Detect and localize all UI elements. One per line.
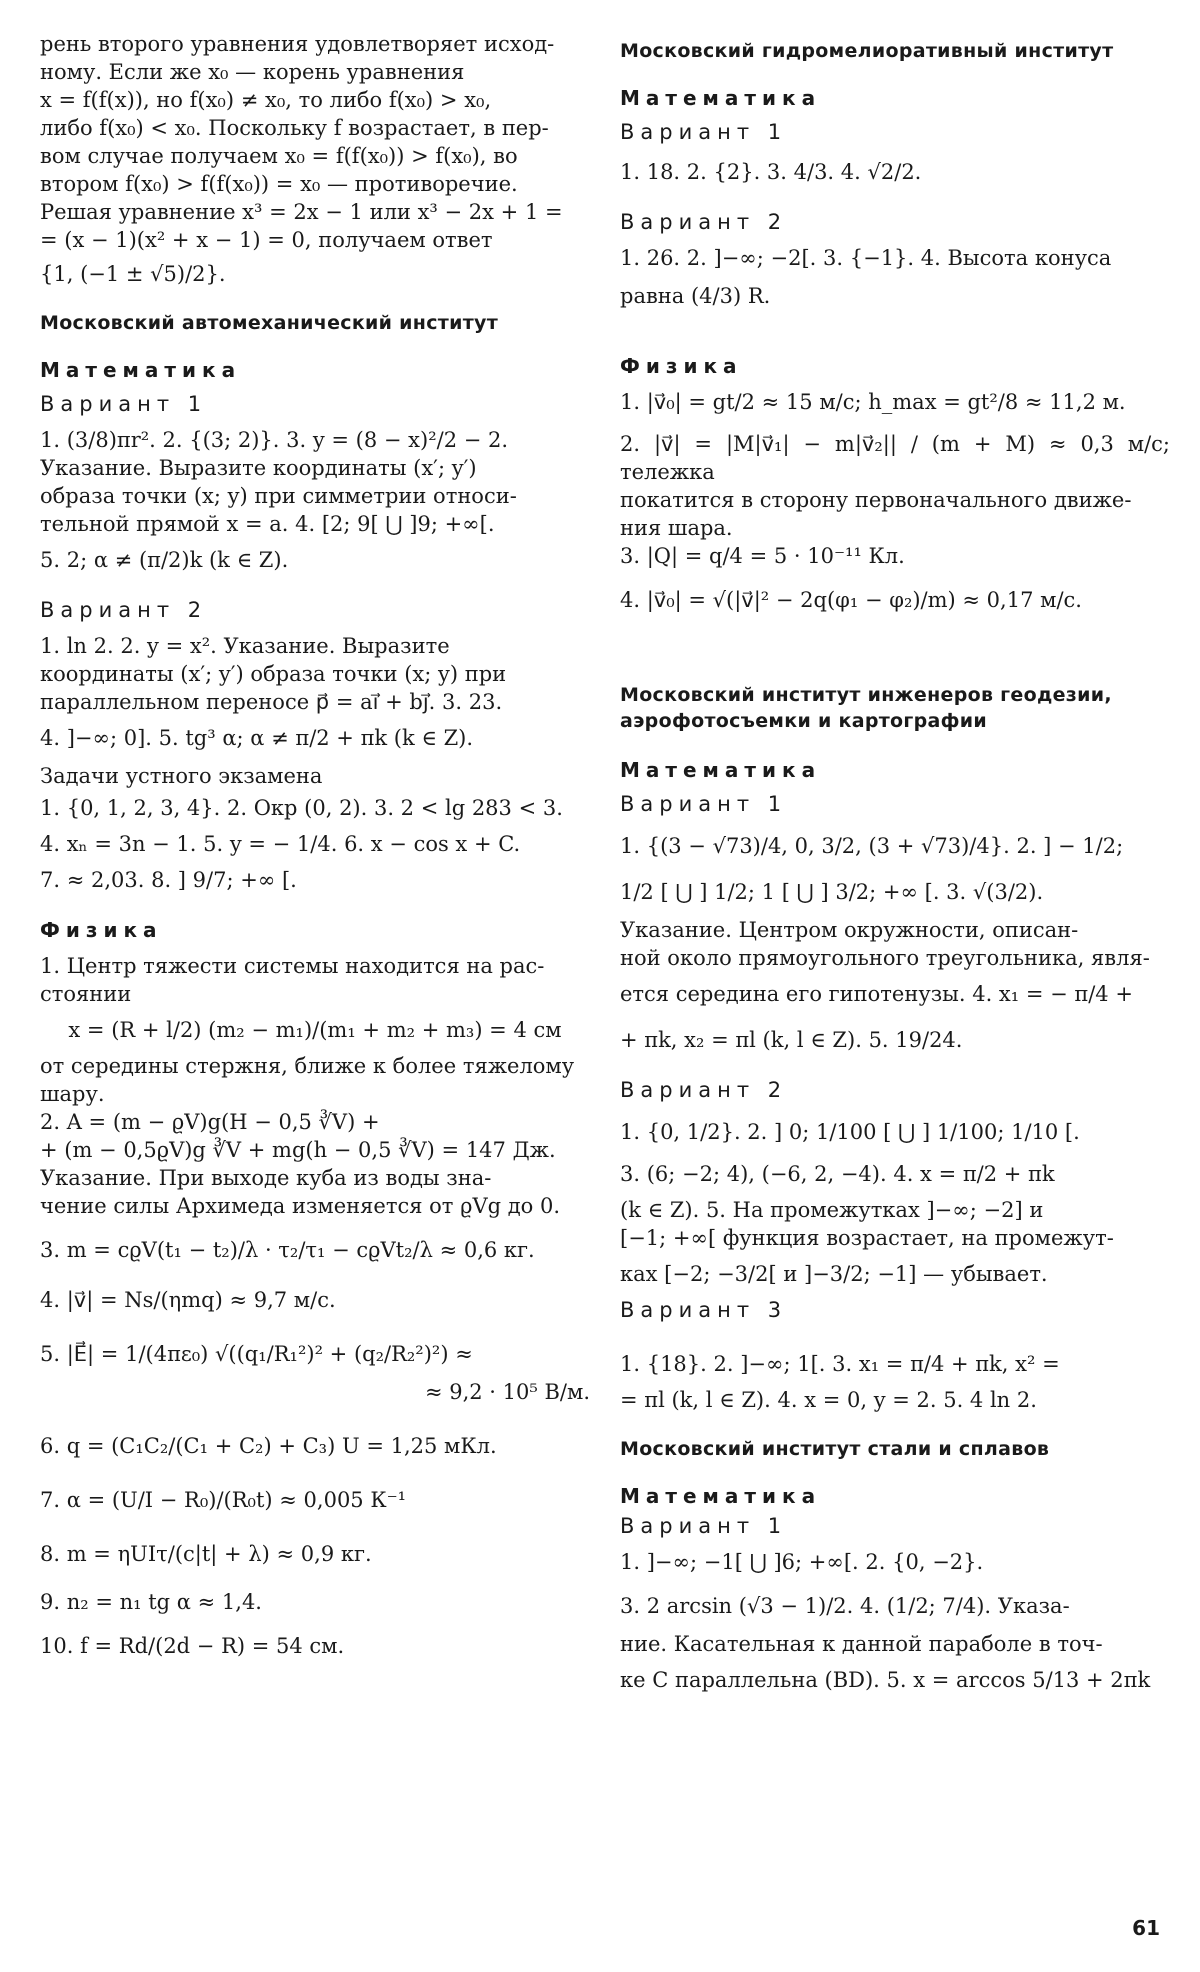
answer-line: 3. 2 arcsin (√3 − 1)/2. 4. (1/2; 7/4). Указа- (620, 1594, 1070, 1618)
answer-line: шару. (40, 1082, 105, 1106)
answer-line: покатится в сторону первоначального движе- (620, 488, 1132, 512)
variant-heading: Вариант 3 (620, 1298, 788, 1322)
answer-line: + (m − 0,5ϱV)g ∛V + mg(h − 0,5 ∛V) = 147 Дж. (40, 1138, 556, 1162)
subject-heading: Математика (40, 358, 242, 382)
answer-line: 4. |v⃗| = Ns/(ηmq) ≈ 9,7 м/с. (40, 1288, 336, 1312)
answer-line: = πl (k, l ∈ Z). 4. x = 0, y = 2. 5. 4 ln 2. (620, 1388, 1037, 1412)
variant-heading: Вариант 2 (40, 598, 208, 622)
answer-line: 1. {18}. 2. ]−∞; 1[. 3. x₁ = π/4 + πk, x² = (620, 1352, 1060, 1376)
answer-line: 5. 2; α ≠ (π/2)k (k ∈ Z). (40, 548, 289, 572)
answer-line: параллельном переносе p⃗ = ai⃗ + bj⃗. 3. 23. (40, 690, 503, 714)
subject-heading: Математика (620, 1484, 822, 1508)
variant-heading: Вариант 1 (620, 120, 788, 144)
answer-line: 5. |E⃗| = 1/(4πε₀) √((q₁/R₁²)² + (q₂/R₂²)²) ≈ (40, 1342, 473, 1366)
answer-line: 1. {0, 1/2}. 2. ] 0; 1/100 [ ⋃ ] 1/100; 1/10 [. (620, 1120, 1080, 1144)
right-column (620, 30, 1177, 1694)
answer-line: 8. m = ηUIτ/(c|t| + λ) ≈ 0,9 кг. (40, 1542, 372, 1566)
intro-line: = (x − 1)(x² + x − 1) = 0, получаем ответ (40, 228, 493, 252)
answer-line: 6. q = (C₁C₂/(C₁ + C₂) + C₃) U = 1,25 мКл. (40, 1434, 497, 1458)
answer-line: 10. f = Rd/(2d − R) = 54 см. (40, 1634, 345, 1658)
answer-line: 2. |v⃗| = |M|v⃗₁| − m|v⃗₂|| / (m + M) ≈ 0,3 м/с; тележка (620, 432, 1177, 484)
answer-line: 7. α = (U/I − R₀)/(R₀t) ≈ 0,005 К⁻¹ (40, 1488, 407, 1512)
institute-heading: Московский автомеханический институт (40, 312, 499, 334)
answer-line: Указание. При выходе куба из воды зна- (40, 1166, 492, 1190)
institute-heading: Московский институт инженеров геодезии, аэрофотосъемки и картографии (620, 684, 1112, 732)
answer-line: 1. {0, 1, 2, 3, 4}. 2. Окр (0, 2). 3. 2 < lg 283 < 3. (40, 796, 563, 820)
answer-line: 2. A = (m − ϱV)g(H − 0,5 ∛V) + (40, 1110, 380, 1134)
intro-line: {1, (−1 ± √5)/2}. (40, 262, 226, 286)
answer-line: 1. (3/8)πr². 2. {(3; 2)}. 3. y = (8 − x)²/2 − 2. (40, 428, 509, 452)
answer-line: Указание. Центром окружности, описан- (620, 918, 1079, 942)
answer-line: Указание. Выразите координаты (x′; y′) (40, 456, 477, 480)
answer-line: 1. |v⃗₀| = gt/2 ≈ 15 м/с; h_max = gt²/8 ≈ 11,2 м. (620, 390, 1126, 414)
answer-line: ках [−2; −3/2[ и ]−3/2; −1] — убывает. (620, 1262, 1048, 1286)
variant-heading: Вариант 2 (620, 1078, 788, 1102)
answer-line: ке C параллельна (BD). 5. x = arccos 5/13 + 2πk (620, 1668, 1151, 1692)
answer-line: 1. {(3 − √73)/4, 0, 3/2, (3 + √73)/4}. 2. ] − 1/2; (620, 834, 1124, 858)
left-column (40, 30, 590, 1660)
answer-line: стоянии (40, 982, 132, 1006)
answer-line: 3. |Q| = q/4 = 5 · 10⁻¹¹ Кл. (620, 544, 905, 568)
answer-line: 3. (6; −2; 4), (−6, 2, −4). 4. x = π/2 + πk (620, 1162, 1055, 1186)
intro-line: ному. Если же x₀ — корень уравнения (40, 60, 465, 84)
variant-heading: Вариант 1 (40, 392, 208, 416)
answer-line: ≈ 9,2 · 10⁵ В/м. (424, 1380, 590, 1404)
answer-line: 1. 26. 2. ]−∞; −2[. 3. {−1}. 4. Высота конуса (620, 246, 1112, 270)
answer-line: 4. xₙ = 3n − 1. 5. y = − 1/4. 6. x − cos x + C. (40, 832, 521, 856)
answer-line: (k ∈ Z). 5. На промежутках ]−∞; −2] и (620, 1198, 1044, 1222)
subject-heading: Физика (40, 918, 163, 942)
variant-heading: Вариант 2 (620, 210, 788, 234)
variant-heading: Вариант 1 (620, 792, 788, 816)
answer-line: 1. Центр тяжести системы находится на рас- (40, 954, 545, 978)
answer-line: 1. 18. 2. {2}. 3. 4/3. 4. √2/2. (620, 160, 922, 184)
answer-line: ется середина его гипотенузы. 4. x₁ = − π/4 + (620, 982, 1133, 1006)
intro-line: либо f(x₀) < x₀. Поскольку f возрастает, в пер- (40, 116, 549, 140)
answer-line: ния шара. (620, 516, 733, 540)
answer-line: 4. ]−∞; 0]. 5. tg³ α; α ≠ π/2 + πk (k ∈ Z). (40, 726, 474, 750)
answer-line: 1/2 [ ⋃ ] 1/2; 1 [ ⋃ ] 3/2; +∞ [. 3. √(3/2). (620, 880, 1044, 904)
answer-line: [−1; +∞[ функция возрастает, на промежут- (620, 1226, 1114, 1250)
variant-heading: Вариант 1 (620, 1514, 788, 1538)
page-number: 61 (1132, 1916, 1160, 1940)
subject-heading: Физика (620, 354, 743, 378)
answer-line: 4. |v⃗₀| = √(|v⃗|² − 2q(φ₁ − φ₂)/m) ≈ 0,17 м/с. (620, 588, 1082, 612)
answer-line: от середины стержня, ближе к более тяжелому (40, 1054, 575, 1078)
answer-line: чение силы Архимеда изменяется от ϱVg до 0. (40, 1194, 561, 1218)
answer-line: координаты (x′; y′) образа точки (x; y) при (40, 662, 507, 686)
answer-line: тельной прямой x = a. 4. [2; 9[ ⋃ ]9; +∞[. (40, 512, 495, 536)
intro-text (40, 30, 590, 288)
subject-heading: Математика (620, 86, 822, 110)
institute-heading: Московский институт стали и сплавов (620, 1438, 1050, 1460)
answer-line: 9. n₂ = n₁ tg α ≈ 1,4. (40, 1590, 262, 1614)
intro-line: x = f(f(x)), но f(x₀) ≠ x₀, то либо f(x₀) > x₀, (40, 88, 492, 112)
answer-line: ной около прямоугольного треугольника, явля- (620, 946, 1150, 970)
answer-line: 1. ]−∞; −1[ ⋃ ]6; +∞[. 2. {0, −2}. (620, 1550, 984, 1574)
intro-line: Решая уравнение x³ = 2x − 1 или x³ − 2x + 1 = (40, 200, 563, 224)
answer-line: 3. m = cϱV(t₁ − t₂)/λ · τ₂/τ₁ − cϱVt₂/λ ≈ 0,6 кг. (40, 1238, 535, 1262)
intro-line: втором f(x₀) > f(f(x₀)) = x₀ — противоречие. (40, 172, 518, 196)
answer-line: равна (4/3) R. (620, 284, 771, 308)
intro-line: рень второго уравнения удовлетворяет исход- (40, 32, 555, 56)
answer-line: 7. ≈ 2,03. 8. ] 9/7; +∞ [. (40, 868, 297, 892)
answer-line: ние. Касательная к данной параболе в точ- (620, 1632, 1103, 1656)
answer-line: + πk, x₂ = πl (k, l ∈ Z). 5. 19/24. (620, 1028, 963, 1052)
answer-line: образа точки (x; y) при симметрии относи- (40, 484, 517, 508)
institute-heading: Московский гидромелиоративный институт (620, 40, 1114, 62)
intro-line: вом случае получаем x₀ = f(f(x₀)) > f(x₀), во (40, 144, 518, 168)
answer-line: 1. ln 2. 2. y = x². Указание. Выразите (40, 634, 450, 658)
oral-exam-heading: Задачи устного экзамена (40, 764, 323, 788)
subject-heading: Математика (620, 758, 822, 782)
formula-line: x = (R + l/2) (m₂ − m₁)/(m₁ + m₂ + m₃) = 4 см (68, 1018, 562, 1042)
